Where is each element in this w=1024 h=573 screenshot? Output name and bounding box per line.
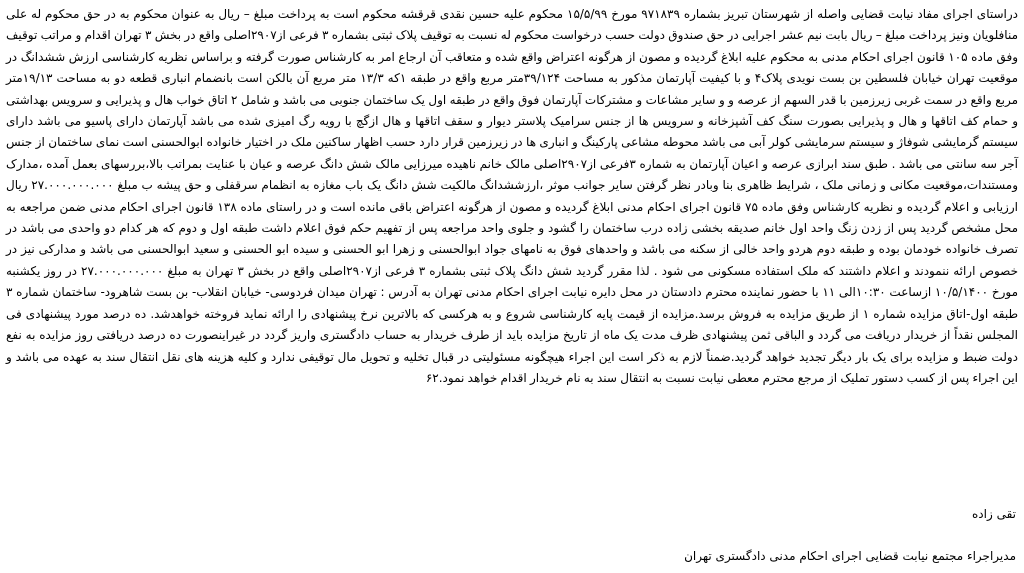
notice-body-text: دراستای اجرای مفاد نیابت قضایی واصله از شهرستان تبریز بشماره ۹۷۱۸۳۹ مورخ ۱۵/۵/۹۹ محکوم علیه حسین نقدی قرقشه محکوم است به پرداخت مبلغ – ریال به عنوان محکوم به در حق محکوم له علی منافلویان ونیز پرداخت مبلغ – ریال بابت نیم عشر اجرایی در حق صندوق دولت حسب درخواست محکوم له نسبت به توقیف پلاک ثبتی بشماره ۳ فرعی از۲۹۰۷اصلی واقع در بخش ۳ تهران اقدام و مراتب توقیف وفق ماده ۱۰۵ قانون اجرای احکام مدنی به محکوم علیه ابلاغ گردیده و مصون از هرگونه اعتراض واقع شده و متعاقب آن ارجاع امر به کارشناس صورت گرفته و براساس نظریه کارشناسی ارزش ششدانگ در موقعیت تهران خیابان فلسطین بن بست نویدی پلاک۴ و با کیفیت آپارتمان مذکور به مساحت ۳۹/۱۲۴متر مربع واقع در طبقه ۱که ۱۳/۳ متر مربع آن بالکن است بانضمام انباری قطعه دو به مساحت ۱۹/۱۳متر مربع واقع در سمت غربی زیرزمین با قدر السهم از عرصه و و سایر مشاعات و مشترکات آپارتمان فوق واقع در طبقه اول یک ساختمان جنوبی می باشد و شامل ۲ اتاق خواب هال و پذیرایی و سرویس بهداشتی و حمام کف اتاقها و هال و پذیرایی بصورت سنگ کف آشپزخانه و سرویس ها از جنس سرامیک پلاستر دیوار و سقف اتاقها و هال ازگچ با رویه رگ امیزی شده می باشد آپارتمان دارای پاسیو می باشد دارای سیستم گرمایشی شوفاژ و سیستم سرمایشی کولر آبی می باشد محوطه مشاعی پارکینگ و انباری ها در زیرزمین قرار دارد حسب اظهار ساکنین ملک در اختیار خانواده ابوالحسنی است نمای ساختمان از جنس آجر سه سانتی می باشد . طبق سند ابرازی عرصه و اعیان آپارتمان به شماره ۳فرعی از۲۹۰۷اصلی مالک خانم ناهیده میرزایی مالک شش دانگ عرصه و عیان با عنایت بمراتب بالا،بررسهای بعمل آمده ،مدارک ومستندات،موقعیت مکانی و زمانی ملک ، شرایط ظاهری بنا وبادر نظر گرفتن سایر جوانب موثر ،ارزششدانگ مالکیت شش دانگ یک باب مغازه به انظمام سرقفلی و حق پیشه ب مبلغ ۲۷.۰۰۰.۰۰۰.۰۰۰ ریال ارزیابی و اعلام گردیده و نظریه کارشناس وفق ماده ۷۵ قانون اجرای احکام مدنی ابلاغ گردیده و مصون از هرگونه اعتراض باقی مانده است و در راستای ماده ۱۳۸ قانون اجرای احکام مدنی ضمن مراجعه به محل مشخص گردید پس از زدن زنگ واحد اول خانم صدیقه بخشی زاده درب ساختمان را گشود و جلوی واحد مراجعه پس از تفهیم حکم فوق اعلام داشت طبقه اول و دوم که هر کدام دو واحدی می باشد در تصرف خانواده خودمان بوده و طبقه دوم هردو واحد خالی از سکنه می باشد و واحدهای فوق به نامهای جواد ابوالحسنی و زهرا ابو الحسنی و سیده ابو الحسنی و سعید ابوالحسنی می باشد و مدارکی نیز در خصوص ارائه ننمودند و اعلام داشتند که ملک استفاده مسکونی می شود . لذا مقرر گردید شش دانگ پلاک ثبتی بشماره ۳ فرعی از۲۹۰۷اصلی واقع در بخش ۳ تهران به مبلغ ۲۷.۰۰۰.۰۰۰.۰۰۰ در روز یکشنبه مورخ ۱۰/۵/۱۴۰۰ ازساعت ۱۰:۳۰الی ۱۱ با حضور نماینده محترم دادستان در محل دایره نیابت اجرای احکام مدنی تهران به آدرس : تهران میدان فردوسی- خیابان انقلاب- بن بست شاهرود- ساختمان شماره ۳ طبقه اول-اتاق مزایده شماره ۱ از طریق مزایده به فروش برسد.مزایده از قیمت پایه کارشناسی شروع و به هرکسی که بالاترین نرخ پیشنهادی را ارائه نماید فروخته خواهدشد. ده درصد مورد پیشنهادی فی المجلس نقداً از خریدار دریافت می گردد و الباقی ثمن پیشنهادی ظرف مدت یک ماه از تاریخ مزایده باید از طرف خریدار به حساب دادگستری واریز گردد در غیراینصورت ده درصد دریافتی روز مزایده به نفع دولت ضبط و مزایده برای یک بار دیگر تجدید خواهد گردید.ضمناً لازم به ذکر است این اجراء هیچگونه مسئولیتی در قبال تخلیه و تحویل مال توقیفی ندارد و کلیه هزینه های نقل انتقال سند به عهده می باشد و این اجراء پس از کسب دستور تملیک از مرجع محترم معطی نیابت نسبت به انتقال سند به نام خریدار اقدام خواهد نمود.۶۲ xyxy=(6,7,1019,385)
signer-title: مدیراجراء مجتمع نیابت قضایی اجرای احکام مدنی دادگستری تهران xyxy=(684,549,1016,563)
signer-name: تقی زاده xyxy=(972,507,1016,521)
